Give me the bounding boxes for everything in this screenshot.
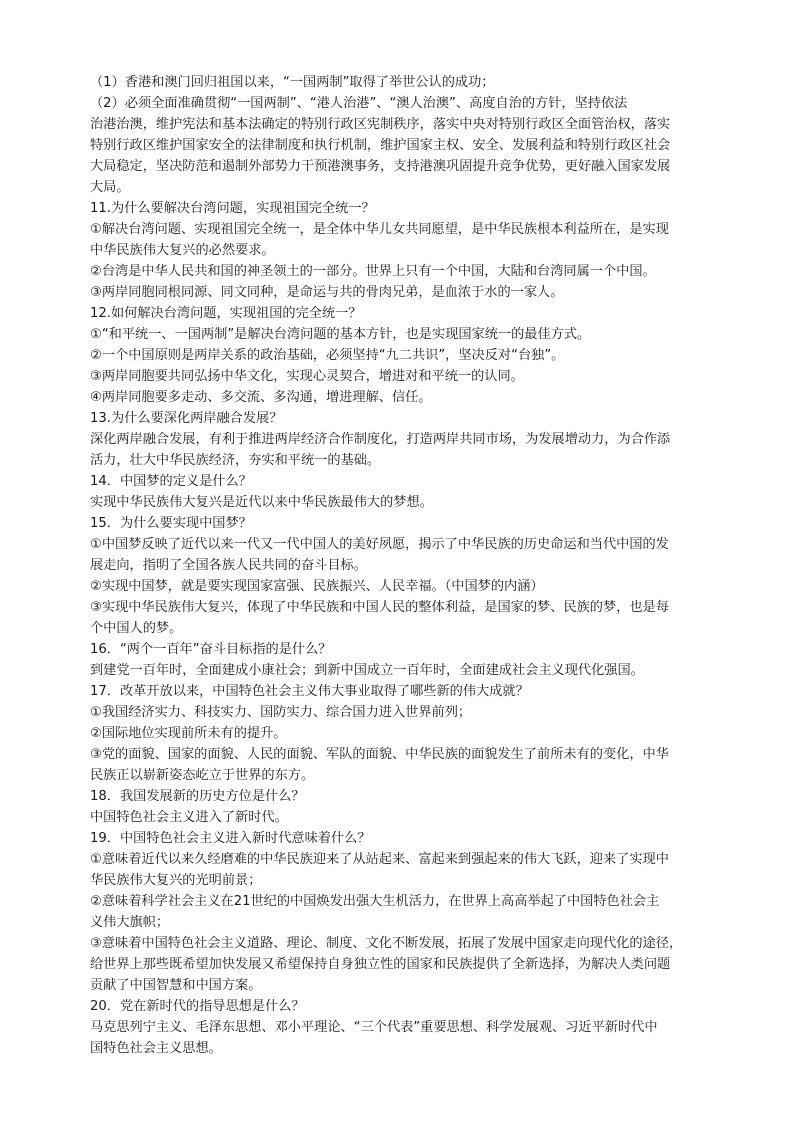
text-line: 民族正以崭新姿态屹立于世界的东方。: [90, 768, 315, 783]
text-line: ②台湾是中华人民共和国的神圣领土的一部分。世界上只有一个中国，大陆和台湾同属一个中国。: [90, 264, 656, 279]
text-line: ③党的面貌、国家的面貌、人民的面貌、军队的面貌、中华民族的面貌发生了前所未有的变化，中华: [90, 747, 669, 762]
text-line: 中国特色社会主义进入了新时代。: [90, 810, 288, 825]
question-heading: 14．中国梦的定义是什么？: [90, 474, 252, 489]
text-line: ④两岸同胞要多走动、多交流、多沟通，增进理解、信任。: [90, 390, 432, 405]
question-heading: 15．为什么要实现中国梦？: [90, 516, 252, 531]
text-line: 展走向，指明了全国各族人民共同的奋斗目标。: [90, 558, 367, 573]
text-line: ①意味着近代以来久经磨难的中华民族迎来了从站起来、富起来到强起来的伟大飞跃，迎来了实现中: [90, 852, 669, 867]
question-heading: 16．“两个一百年”奋斗目标指的是什么？: [90, 642, 332, 657]
text-line: ①中国梦反映了近代以来一代又一代中国人的美好夙愿，揭示了中华民族的历史命运和当代中国的发: [90, 537, 669, 552]
question-heading: 18．我国发展新的历史方位是什么？: [90, 789, 305, 804]
text-line: 治港治澳，维护宪法和基本法确定的特别行政区宪制秩序，落实中央对特别行政区全面管治权，落实: [90, 117, 671, 132]
text-line: ②一个中国原则是两岸关系的政治基础，必须坚持“九二共识”，坚决反对“台独”。: [90, 348, 565, 363]
text-line: ③意味着中国特色社会主义道路、理论、制度、文化不断发展，拓展了发展中国家走向现代化的途径，: [90, 936, 683, 951]
document-page: [90, 72, 710, 1059]
question-heading: 17．改革开放以来，中国特色社会主义伟大事业取得了哪些新的伟大成就？: [90, 684, 529, 699]
question-heading: 13.为什么要深化两岸融合发展？: [90, 411, 283, 426]
text-line: 深化两岸融合发展，有利于推进两岸经济合作制度化，打造两岸共同市场，为发展增动力，为合作添: [90, 432, 671, 447]
text-line: ③两岸同胞同根同源、同文同种，是命运与共的骨肉兄弟，是血浓于水的一家人。: [90, 285, 564, 300]
text-line: 给世界上那些既希望加快发展又希望保持自身独立性的国家和民族提供了全新选择，为解决人类问题: [90, 957, 671, 972]
question-heading: 11.为什么要解决台湾问题，实现祖国完全统一？: [90, 201, 375, 216]
text-line: 活力，壮大中华民族经济，夯实和平统一的基础。: [90, 453, 381, 468]
text-line: ③实现中华民族伟大复兴，体现了中华民族和中国人民的整体利益，是国家的梦、民族的梦，也是每: [90, 600, 669, 615]
text-line: 华民族伟大复兴的光明前景；: [90, 873, 262, 888]
text-line: 个中国人的梦。: [90, 621, 183, 636]
text-line: 特别行政区维护国家安全的法律制度和执行机制，维护国家主权、安全、发展利益和特别行政区社会: [90, 138, 671, 153]
text-line: 贡献了中国智慧和中国方案。: [90, 978, 262, 993]
text-line: 马克思列宁主义、毛泽东思想、邓小平理论、“三个代表”重要思想、科学发展观、习近平新时代中: [90, 1020, 658, 1035]
text-line: （2）必须全面准确贯彻“一国两制”、“港人治港”、“澳人治澳”、高度自治的方针，坚持依法: [90, 96, 628, 111]
text-line: （1）香港和澳门回归祖国以来，“一国两制”取得了举世公认的成功；: [90, 75, 495, 90]
question-heading: 19．中国特色社会主义进入新时代意味着什么？: [90, 831, 371, 846]
text-line: 到建党一百年时，全面建成小康社会；到新中国成立一百年时，全面建成社会主义现代化强国。: [90, 663, 644, 678]
text-line: 大局。: [90, 180, 130, 195]
text-line: ①我国经济实力、科技实力、国防实力、综合国力进入世界前列；: [90, 705, 472, 720]
question-heading: 12.如何解决台湾问题，实现祖国的完全统一？: [90, 306, 362, 321]
text-line: ②实现中国梦，就是要实现国家富强、民族振兴、人民幸福。（中国梦的内涵）: [90, 579, 544, 594]
text-line: 中华民族伟大复兴的必然要求。: [90, 243, 275, 258]
text-line: 大局稳定，坚决防范和遏制外部势力干预港澳事务，支持港澳巩固提升竞争优势，更好融入国家发展: [90, 159, 671, 174]
text-line: ②国际地位实现前所未有的提升。: [90, 726, 287, 741]
text-line: 义伟大旗帜；: [90, 915, 170, 930]
text-line: ③两岸同胞要共同弘扬中华文化，实现心灵契合，增进对和平统一的认同。: [90, 369, 524, 384]
text-line: ①解决台湾问题、实现祖国完全统一，是全体中华儿女共同愿望，是中华民族根本利益所在，是实现: [90, 222, 669, 237]
text-line: 实现中华民族伟大复兴是近代以来中华民族最伟大的梦想。: [90, 495, 433, 510]
text-line: ①“和平统一、一国两制”是解决台湾问题的基本方针，也是实现国家统一的最佳方式。: [90, 327, 591, 342]
question-heading: 20．党在新时代的指导思想是什么？: [90, 999, 305, 1014]
text-line: ②意味着科学社会主义在21世纪的中国焕发出强大生机活力，在世界上高高举起了中国特色社会主: [90, 894, 660, 909]
text-line: 国特色社会主义思想。: [90, 1041, 222, 1056]
